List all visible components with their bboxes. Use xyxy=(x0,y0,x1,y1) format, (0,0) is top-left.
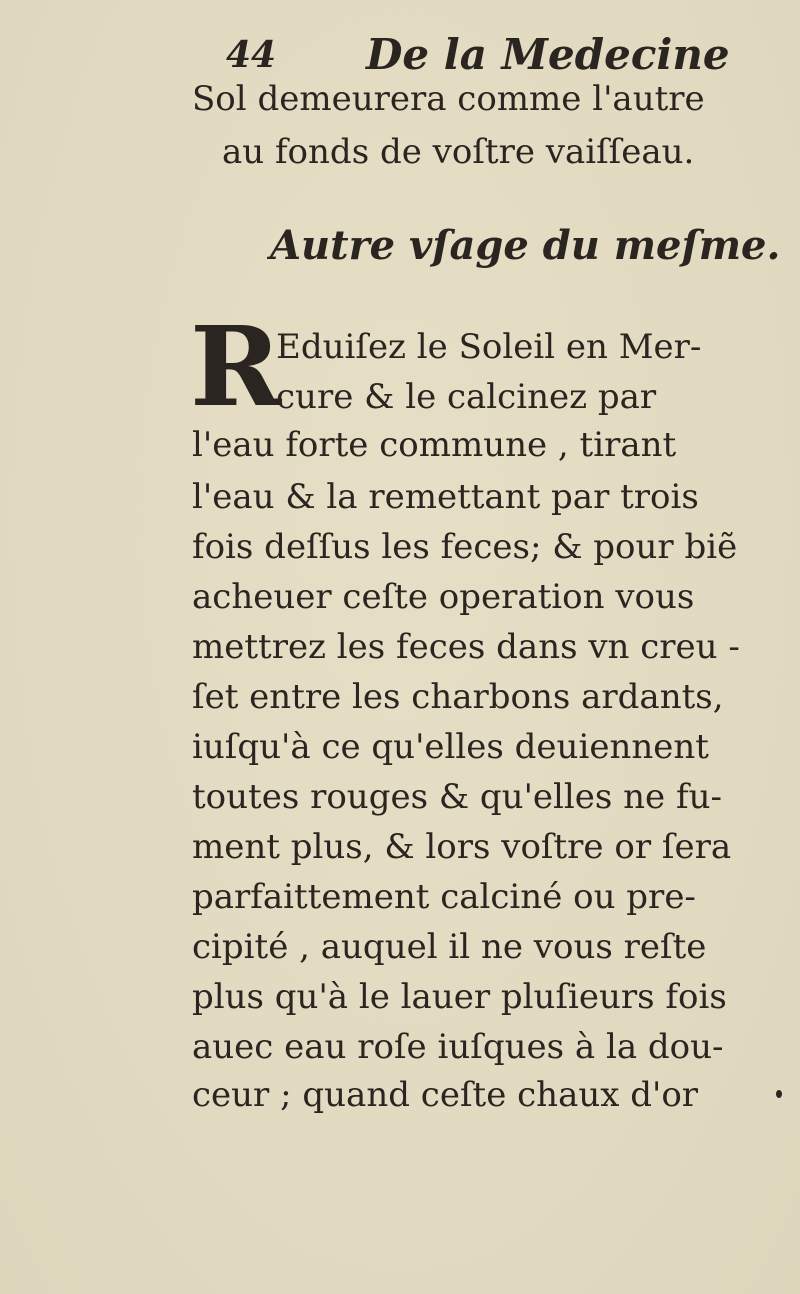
text-line: auec eau roſe iuſques à la dou- xyxy=(192,1027,724,1067)
text-line: ment plus, & lors voſtre or ſera xyxy=(192,827,732,867)
text-line: Eduiſez le Soleil en Mer- xyxy=(276,327,702,367)
running-title: De la Medecine xyxy=(366,30,730,79)
text-line: l'eau forte commune , tirant xyxy=(192,425,677,465)
section-heading: Autre vſage du meſme. xyxy=(270,222,781,269)
text-line: acheuer ceſte operation vous xyxy=(192,577,695,617)
text-line: mettrez les feces dans vn creu - xyxy=(192,627,740,667)
text-line: iuſqu'à ce qu'elles deuiennent xyxy=(192,727,709,767)
page-number: 44 xyxy=(226,34,277,76)
ink-speck xyxy=(776,1090,782,1098)
text-line: plus qu'à le lauer pluſieurs fois xyxy=(192,977,727,1017)
text-line: ceur ; quand ceſte chaux d'or xyxy=(192,1075,699,1115)
text-line: au fonds de voſtre vaiſſeau. xyxy=(222,132,695,172)
text-line: cipité , auquel il ne vous reſte xyxy=(192,927,707,967)
text-line: cure & le calcinez par xyxy=(276,377,657,417)
text-line: parfaittement calciné ou pre- xyxy=(192,877,696,917)
text-line: fois deſſus les feces; & pour biẽ xyxy=(192,527,738,567)
text-line: l'eau & la remettant par trois xyxy=(192,477,699,517)
text-line: toutes rouges & qu'elles ne fu- xyxy=(192,777,722,817)
drop-cap: R xyxy=(190,302,282,431)
text-line: ſet entre les charbons ardants, xyxy=(192,677,724,717)
text-line: Sol demeurera comme l'autre xyxy=(192,79,705,119)
